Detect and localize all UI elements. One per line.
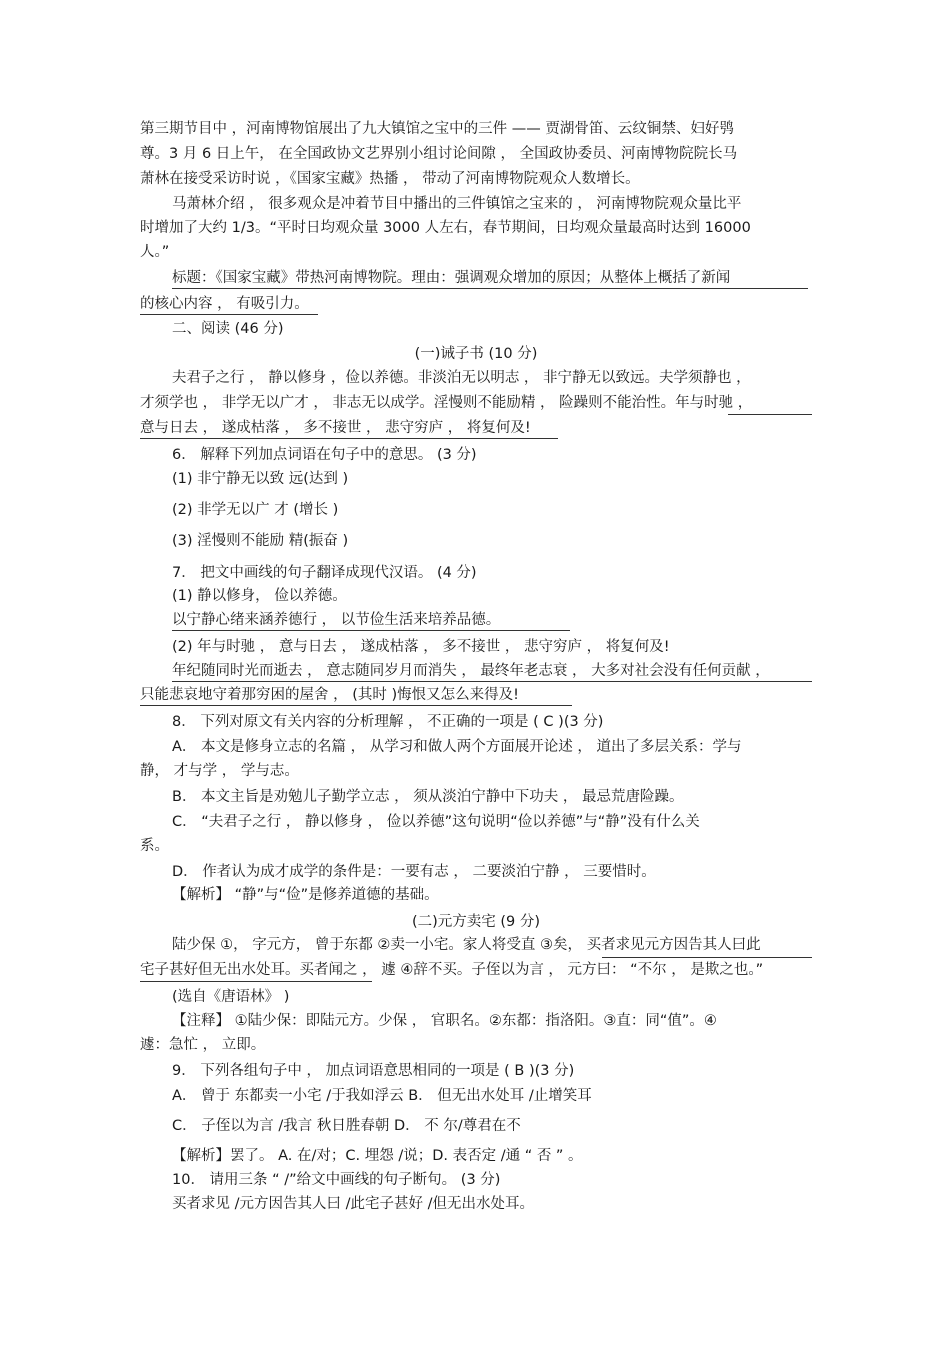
answer-line: 以宁静心绪来涵养德行 ， 以节俭生活来培养品德。 [172, 610, 570, 631]
text-line: 时增加了大约 1/3。“平时日均观众量 3000 人左右，春节期间，日均观众量最高时达到 16000 [140, 220, 751, 236]
section-heading: 二、阅读 (46 分) [172, 321, 284, 337]
underline [140, 981, 372, 982]
analysis: 【解析】罢了。 A. 在/对；C. 埋怨 /说；D. 表否定 /通 “ 否 ” 。 [172, 1148, 583, 1164]
passage-title: (二)元方卖宅 (9 分) [411, 914, 541, 930]
option: 系。 [140, 838, 169, 854]
answer-line: 只能悲哀地守着那穷困的屋舍 ， (其时 )悔恨又怎么来得及! [140, 685, 572, 706]
text-line: 夫君子之行 ， 静以修身 ，俭以养德。非淡泊无以明志 ， 非宁静无以致远。夫学须静也 ， [172, 370, 751, 386]
question: 6． 解释下列加点词语在句子中的意思。 (3 分) [172, 447, 477, 463]
text-line: 萧林在接受采访时说 ，《国家宝藏》热播 ， 带动了河南博物院观众人数增长。 [140, 171, 640, 187]
analysis: 【解析】 “静”与“俭”是修养道德的基础。 [172, 887, 439, 903]
option: B． 本文主旨是劝勉儿子勤学立志 ， 须从淡泊宁静中下功夫 ， 最忌荒唐险躁。 [172, 789, 684, 805]
text-line: (1) 静以修身， 俭以养德。 [172, 588, 347, 604]
text-line: 尊。3 月 6 日上午， 在全国政协文艺界别小组讨论间隙 ， 全国政协委员、河南博物院院长马 [140, 146, 738, 162]
question: 7． 把文中画线的句子翻译成现代汉语。 (4 分) [172, 565, 477, 581]
answer-item: (2) 非学无以广 才 (增长 ) [172, 502, 339, 518]
answer-line: 年纪随同时光而逝去 ， 意志随同岁月而消失 ， 最终年老志衰 ， 大多对社会没有任何贡献 ， [172, 661, 812, 682]
question: 8． 下列对原文有关内容的分析理解 ， 不正确的一项是 ( C )(3 分) [172, 714, 604, 730]
option: C． “夫君子之行 ， 静以修身 ， 俭以养德”这句说明“俭以养德”与“静”没有什么关 [172, 814, 700, 830]
answer-line: 标题：《国家宝藏》带热河南博物院。理由：强调观众增加的原因；从整体上概括了新闻 [172, 268, 808, 289]
text-line: 才须学也 ， 非学无以广才 ， 非志无以成学。淫慢则不能励精 ， 险躁则不能治性。年与时驰 ， [140, 395, 753, 411]
text-line: 意与日去 ， 遂成枯落 ， 多不接世 ， 悲守穷庐 ， 将复何及! [140, 418, 558, 439]
text-line: 马萧林介绍 ， 很多观众是冲着节目中播出的三件镇馆之宝来的 ， 河南博物院观众量比平 [172, 196, 742, 212]
option: A． 本文是修身立志的名篇 ， 从学习和做人两个方面展开论述 ， 道出了多层关系：学与 [172, 739, 742, 755]
answer-item: (3) 淫慢则不能励 精(振奋 ) [172, 533, 349, 549]
answer-line: 买者求见 /元方因告其人曰 /此宅子甚好 /但无出水处耳。 [172, 1196, 534, 1212]
source-line: (选自《唐语林》 ) [172, 989, 290, 1005]
text-line: 陆少保 ①， 字元方， 曾于东都 ②卖一小宅。家人将受直 ③矣， 买者求见元方因告其人曰此 [172, 937, 761, 953]
text-line: 人。” [140, 244, 170, 260]
underline [728, 414, 812, 415]
option: C． 子侄以为言 /我言 秋日胜春朝 D． 不 尔/尊君在不 [172, 1118, 521, 1134]
text-line: 宅子甚好但无出水处耳。买者闻之 ， 遽 ④辞不买。子侄以为言 ， 元方曰： “不尔 ， 是欺之也。” [140, 962, 764, 978]
text-line: 第三期节目中 ，河南博物馆展出了九大镇馆之宝中的三件 —— 贾湖骨笛、云纹铜禁、妇好鸮 [140, 121, 734, 137]
answer-line: 的核心内容 ， 有吸引力。 [140, 294, 318, 315]
option: 静， 才与学 ， 学与志。 [140, 763, 299, 779]
passage-title: (一)诫子书 (10 分) [414, 346, 538, 362]
notes: 遽：急忙 ， 立即。 [140, 1037, 266, 1053]
underline [602, 957, 812, 958]
question: 10． 请用三条 “ /”给文中画线的句子断句。 (3 分) [172, 1172, 501, 1188]
question: 9． 下列各组句子中 ， 加点词语意思相同的一项是 ( B )(3 分) [172, 1063, 575, 1079]
text-line: (2) 年与时驰 ， 意与日去 ， 遂成枯落 ， 多不接世 ， 悲守穷庐 ， 将复何及! [172, 639, 670, 655]
answer-item: (1) 非宁静无以致 远(达到 ) [172, 471, 349, 487]
option: D． 作者认为成才成学的条件是：一要有志 ， 二要淡泊宁静 ， 三要惜时。 [172, 864, 656, 880]
option: A． 曾于 东都卖一小宅 /于我如浮云 B． 但无出水处耳 /止增笑耳 [172, 1088, 592, 1104]
notes: 【注释】 ①陆少保：即陆元方。少保 ， 官职名。②东都：指洛阳。③直：同“值”。④ [172, 1013, 717, 1029]
